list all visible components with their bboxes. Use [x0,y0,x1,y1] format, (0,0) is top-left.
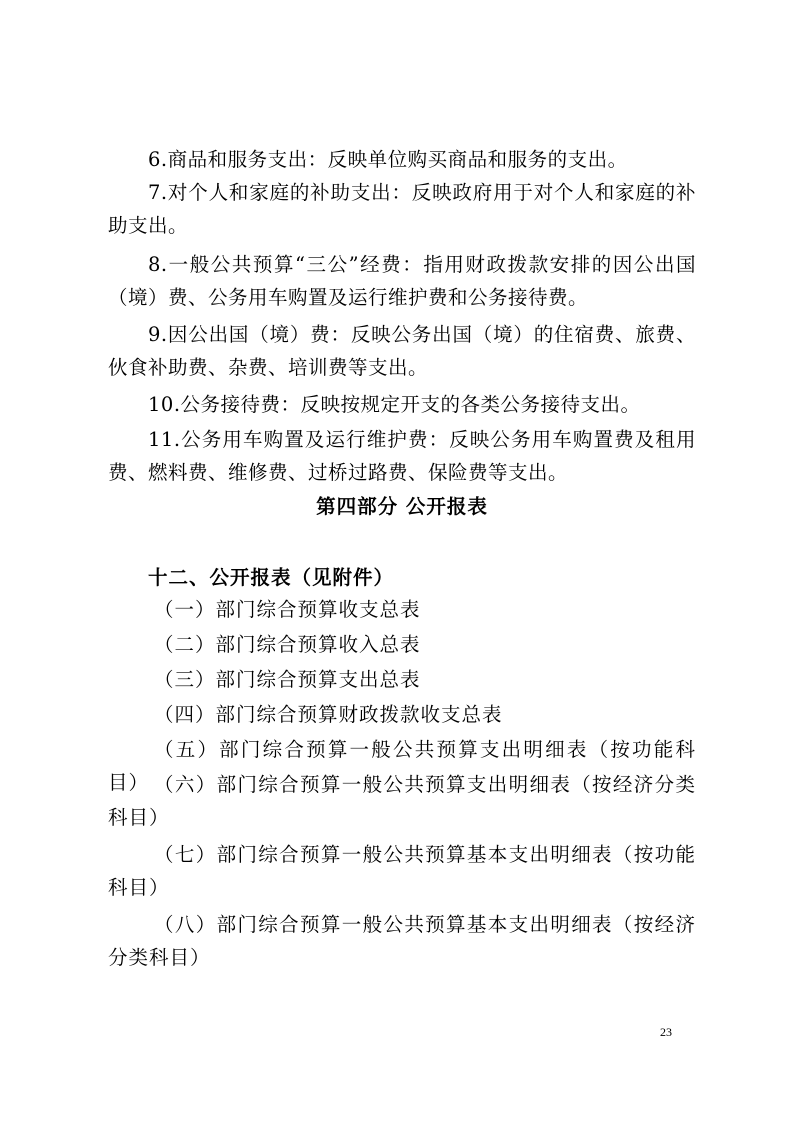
report-item-1: （一）部门综合预算收支总表 [154,598,421,621]
definition-item-8: 8.一般公共预算“三公”经费：指用财政拨款安排的因公出国（境）费、公务用车购置及运行维护费和公务接待费。 [108,253,696,309]
definition-item-11: 11.公务用车购置及运行维护费：反映公务用车购置费及租用费、燃料费、维修费、过桥过路费、保险费等支出。 [108,428,696,484]
section-title: 十二、公开报表（见附件） [148,566,395,589]
definition-item-7: 7.对个人和家庭的补助支出：反映政府用于对个人和家庭的补助支出。 [108,181,696,237]
report-item-3: （三）部门综合预算支出总表 [154,668,421,691]
page-number: 23 [660,1025,672,1039]
report-item-8: （八）部门综合预算一般公共预算基本支出明细表（按经济分类科目） [108,913,696,969]
definition-item-9: 9.因公出国（境）费：反映公务出国（境）的住宿费、旅费、伙食补助费、杂费、培训费等支出。 [108,323,696,379]
report-item-2: （二）部门综合预算收入总表 [154,633,421,656]
definition-item-10: 10.公务接待费：反映按规定开支的各类公务接待支出。 [148,393,641,416]
report-item-6: （六）部门综合预算一般公共预算支出明细表（按经济分类科目） [108,773,696,829]
report-item-4: （四）部门综合预算财政拨款收支总表 [154,703,503,726]
report-item-7: （七）部门综合预算一般公共预算基本支出明细表（按功能科目） [108,843,696,899]
part-title: 第四部分 公开报表 [316,495,488,518]
report-item-5: （五）部门综合预算一般公共预算支出明细表（按功能科目） [108,738,696,794]
definition-item-6: 6.商品和服务支出：反映单位购买商品和服务的支出。 [148,148,628,171]
